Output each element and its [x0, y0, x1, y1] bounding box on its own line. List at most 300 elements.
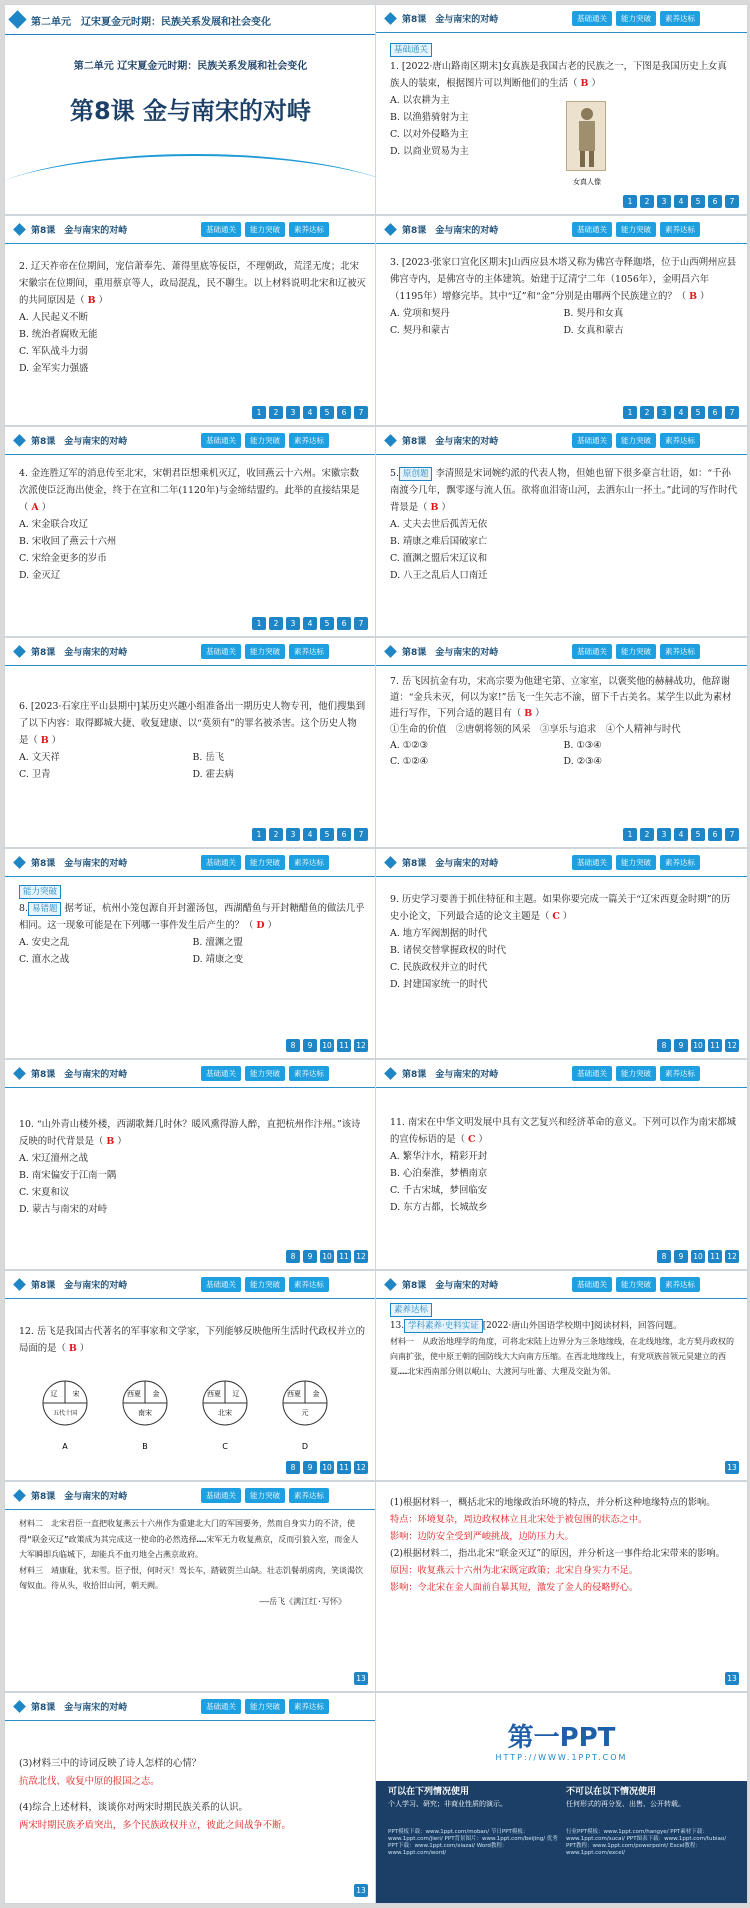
nav-ability-button[interactable]: 能力突破: [245, 1699, 285, 1714]
slide-header: [376, 5, 747, 33]
page-2[interactable]: 2: [640, 828, 654, 841]
material-1: 材料一 从政治地理学的角度，可将北宋陆上边界分为三条地缘线，在北线地缘，北方契丹政权的向南扩张，使中原王朝的国防线大大向南方压缩。在西北地缘线上，有党项族首领元昊建立的西夏……北宋西南部分则以岷山、大渡河与吐蕃、大理及交趾为邻。: [390, 1337, 734, 1376]
nav-literacy-button[interactable]: 素养达标: [660, 11, 700, 26]
page-3[interactable]: 3: [657, 828, 671, 841]
diamond-icon: [13, 1489, 26, 1502]
pager: [252, 617, 368, 630]
option-d[interactable]: D. 东方古都，长城故乡: [390, 1202, 488, 1213]
question-text: 6. [2023·石家庄平山县期中]某历史兴趣小组准备出一期历史人物专刊，他们搜集到了以下内容：取得郾城大捷、收复建康、以“莫须有”的罪名被杀害。这个历史人物是（: [19, 701, 366, 746]
question-text: 7. 岳飞因抗金有功，宋高宗要为他建宅第、立家室，以褒奖他的赫赫战功，他辞谢道：“金兵未灭，何以为家!”岳飞一生矢志不渝，留下千古美名。某学生以此为素材进行写作，下列合适的题目有（: [390, 676, 732, 719]
option-b[interactable]: B. 统治者腐败无能: [19, 329, 98, 340]
option-c[interactable]: C. 卫青: [19, 769, 51, 780]
question-text: 李清照是宋词婉约派的代表人物，但她也留下很多豪言壮语，如：“千孙南渡今几年，飘零逐与流人伍。欲将血泪寄山河，去洒东山一抔土。”此词的写作时代背景是（: [390, 468, 737, 513]
cannot-use-text: 任何形式的再分发、出售、公开转载。: [566, 1800, 685, 1808]
slide-q13-answers[interactable]: [375, 1481, 748, 1692]
page-9[interactable]: 9: [303, 1461, 317, 1474]
region-label: 元: [301, 1409, 309, 1417]
answer: B: [689, 291, 698, 302]
pager: [252, 406, 368, 419]
option-a[interactable]: A. 党项和契丹: [390, 308, 450, 319]
question-text: 3. [2023·张家口宣化区期末]山西应县木塔又称为佛宫寺释迦塔，位于山西朔州应县佛宫寺内，是佛宫寺的主体建筑。始建于辽清宁二年（1056年），金明昌六年（1195年）增修完毕。其中“辽”和“金”分别是由哪两个民族建立的？（: [390, 257, 737, 302]
slide-header: [5, 1271, 376, 1299]
slide-q3[interactable]: [375, 215, 748, 426]
option-d[interactable]: D. 女真和蒙古: [563, 325, 624, 336]
option-b[interactable]: B. 澶渊之盟: [192, 937, 243, 948]
slide-q2[interactable]: [4, 215, 377, 426]
page-12[interactable]: 12: [354, 1250, 368, 1263]
diamond-icon: [13, 434, 26, 447]
option-a[interactable]: A. 以农耕为主: [390, 95, 450, 106]
slide-header: [376, 638, 747, 666]
question-text: 2. 辽天祚帝在位期间，宠信萧奉先、萧得里底等佞臣，不理朝政，荒淫无度；北宋宋徽宗在位期间，重用蔡京等人，政局混乱，民不聊生。以上材料说明北宋和辽被灭的共同原因是（: [19, 261, 366, 306]
lesson-title: 第8课 金与南宋的对峙: [31, 226, 128, 236]
slide-header: [376, 1271, 747, 1299]
slide-q13-materials[interactable]: [4, 1481, 377, 1692]
slide-q11[interactable]: [375, 1059, 748, 1270]
page-4[interactable]: 4: [303, 406, 317, 419]
page-10[interactable]: 10: [320, 1250, 334, 1263]
option-d[interactable]: D. 蒙古与南宋的对峙: [19, 1204, 108, 1215]
page-1[interactable]: 1: [252, 406, 266, 419]
region-label: 南宋: [138, 1409, 152, 1417]
image-caption: 女真人像: [573, 178, 601, 186]
page-3[interactable]: 3: [286, 617, 300, 630]
paren: ）: [95, 295, 108, 306]
page-13[interactable]: 13: [354, 1672, 368, 1685]
nav-ability-button[interactable]: 能力突破: [245, 644, 285, 659]
answer: B: [87, 295, 96, 306]
page-7[interactable]: 7: [725, 406, 739, 419]
region-label: 辽: [50, 1390, 58, 1398]
page-2[interactable]: 2: [269, 828, 283, 841]
page-8[interactable]: 8: [286, 1039, 300, 1052]
cannot-use-heading: 不可以在以下情况使用: [566, 1787, 657, 1797]
page-3[interactable]: 3: [286, 406, 300, 419]
page-1[interactable]: 1: [623, 406, 637, 419]
diamond-icon: [13, 645, 26, 658]
option-d[interactable]: D. 霍去病: [192, 769, 234, 780]
nav-basic-button[interactable]: 基础通关: [201, 855, 241, 870]
pager: [286, 1250, 368, 1263]
question-tag: 易错题: [28, 902, 62, 916]
paren: ）: [114, 1136, 127, 1147]
option-c[interactable]: C. 军队战斗力弱: [19, 346, 89, 357]
nav-ability-button[interactable]: 能力突破: [245, 222, 285, 237]
option-a[interactable]: A. 宋金联合攻辽: [19, 519, 88, 530]
page-6[interactable]: 6: [337, 617, 351, 630]
regime-diagrams[interactable]: [25, 1367, 365, 1457]
slide-q13-answers-2[interactable]: [4, 1692, 377, 1904]
answer-2a: 原因：收复燕云十六州为北宋既定政策；北宋自身实力不足。: [390, 1565, 639, 1576]
slide-q12[interactable]: [4, 1270, 377, 1481]
diagram-label-a: A: [62, 1442, 68, 1451]
page-11[interactable]: 11: [337, 1461, 351, 1474]
page-9[interactable]: 9: [674, 1039, 688, 1052]
lesson-title: 第8课 金与南宋的对峙: [31, 859, 128, 869]
paren: ）: [76, 1343, 90, 1354]
page-11[interactable]: 11: [337, 1039, 351, 1052]
slide-q6[interactable]: [4, 637, 377, 848]
page-2[interactable]: 2: [640, 195, 654, 208]
question-text: 1. [2022·唐山路南区期末]女真族是我国古老的民族之一，下图是我国历史上女真族人的装束，根据图片可以判断他们的生活（: [390, 61, 727, 89]
nav-ability-button[interactable]: 能力突破: [616, 433, 656, 448]
option-d[interactable]: D. ②③④: [563, 756, 602, 767]
page-1[interactable]: 1: [252, 617, 266, 630]
page-4[interactable]: 4: [674, 406, 688, 419]
option-d[interactable]: D. 封建国家统一的时代: [390, 979, 488, 990]
page-5[interactable]: 5: [320, 406, 334, 419]
slide-q5[interactable]: [375, 426, 748, 637]
option-c[interactable]: C. 以对外侵略为主: [390, 129, 469, 140]
pager: [354, 1672, 368, 1685]
pager: [286, 1039, 368, 1052]
option-c[interactable]: C. 契丹和蒙古: [390, 325, 450, 336]
paren: ）: [697, 291, 710, 302]
page-6[interactable]: 6: [337, 828, 351, 841]
nav-ability-button[interactable]: 能力突破: [616, 1066, 656, 1081]
nav-basic-button[interactable]: 基础通关: [201, 1699, 241, 1714]
nav-ability-button[interactable]: 能力突破: [616, 1277, 656, 1292]
nav-ability-button[interactable]: 能力突破: [245, 855, 285, 870]
option-d[interactable]: D. 八王之乱后人口南迁: [390, 570, 488, 581]
lesson-title: 第8课 金与南宋的对峙: [31, 1281, 128, 1291]
slide-end[interactable]: [375, 1692, 748, 1904]
answer-4: 两宋时期民族矛盾突出，多个民族政权并立，彼此之间战争不断。: [19, 1820, 291, 1831]
nav-literacy-button[interactable]: 素养达标: [289, 644, 329, 659]
diamond-icon: [384, 223, 397, 236]
paren: ）: [264, 920, 277, 931]
page-11[interactable]: 11: [708, 1039, 722, 1052]
option-c[interactable]: C. 澶水之战: [19, 954, 70, 965]
answer-2b: 影响：令北宋在金人面前自暴其短，激发了金人的侵略野心。: [390, 1582, 639, 1593]
nav-ability-button[interactable]: 能力突破: [245, 433, 285, 448]
region-label: 宋: [72, 1390, 80, 1398]
can-use-text: 个人学习、研究；非商业性质的演示。: [388, 1800, 507, 1808]
nav-literacy-button[interactable]: 素养达标: [289, 855, 329, 870]
question-tag: 原创题: [399, 467, 433, 481]
page-11[interactable]: 11: [708, 1250, 722, 1263]
nav-literacy-button[interactable]: 素养达标: [289, 1066, 329, 1081]
page-6[interactable]: 6: [708, 828, 722, 841]
material-2: 材料二 北宋君臣一直把收复燕云十六州作为重建北大门的军国要务，然而自身实力的不济，使得“联金灭辽”政策成为其完成这一使命的必然选择……宋军无力收复燕京，反而引狼入室，而金人大军瞬即兵临城下，却能兵不血刃地全占燕京故府。: [19, 1519, 359, 1559]
slide-header: [5, 216, 376, 244]
answer: C: [552, 911, 560, 922]
nav-ability-button[interactable]: 能力突破: [245, 1488, 285, 1503]
answer-3: 抗敌北伐、收复中原的报国之志。: [19, 1776, 160, 1787]
pager: [354, 1884, 368, 1897]
sub-question-3: (3)材料三中的诗词反映了诗人怎样的心情？: [19, 1758, 202, 1769]
answer: B: [106, 1136, 115, 1147]
option-a[interactable]: A. ①②③: [390, 740, 428, 751]
page-title: 第8课 金与南宋的对峙: [69, 97, 312, 125]
page-8[interactable]: 8: [286, 1250, 300, 1263]
answer: C: [467, 1134, 476, 1145]
unit-label: 第二单元 辽宋夏金元时期：民族关系发展和社会变化: [31, 17, 271, 28]
option-a[interactable]: A. 文天祥: [19, 752, 60, 763]
page-10[interactable]: 10: [320, 1039, 334, 1052]
option-b[interactable]: B. 以渔猎骑射为主: [390, 112, 469, 123]
nav-basic-button[interactable]: 基础通关: [201, 1277, 241, 1292]
lesson-title: 第8课 金与南宋的对峙: [31, 1703, 128, 1713]
option-b[interactable]: B. 宋收回了燕云十六州: [19, 536, 117, 547]
page-2[interactable]: 2: [640, 406, 654, 419]
pager: [623, 195, 739, 208]
nav-basic-button[interactable]: 基础通关: [572, 1277, 612, 1292]
page-5[interactable]: 5: [691, 828, 705, 841]
nav-literacy-button[interactable]: 素养达标: [660, 433, 700, 448]
answer: B: [580, 78, 589, 89]
page-7[interactable]: 7: [354, 406, 368, 419]
paren: ）: [38, 502, 51, 513]
nav-literacy-button[interactable]: 素养达标: [289, 222, 329, 237]
page-10[interactable]: 10: [691, 1250, 705, 1263]
diamond-icon: [13, 1067, 26, 1080]
page-5[interactable]: 5: [320, 617, 334, 630]
can-use-heading: 可以在下列情况使用: [388, 1787, 470, 1797]
page-4[interactable]: 4: [674, 195, 688, 208]
page-8[interactable]: 8: [657, 1250, 671, 1263]
option-b[interactable]: B. 南宋偏安于江南一隅: [19, 1170, 117, 1181]
slide-q1[interactable]: [375, 4, 748, 215]
option-c[interactable]: C. 千古宋城，梦回临安: [390, 1185, 488, 1196]
diagram-label-c: C: [222, 1442, 228, 1451]
diagram-label-b: B: [142, 1442, 148, 1451]
pager: [623, 828, 739, 841]
option-a[interactable]: A. 丈夫去世后孤苦无依: [390, 519, 488, 530]
option-a[interactable]: A. 地方军阀割据的时代: [390, 928, 488, 939]
page-6[interactable]: 6: [708, 406, 722, 419]
option-b[interactable]: B. 心泊秦淮，梦栖南京: [390, 1168, 488, 1179]
lesson-title: 第8课 金与南宋的对峙: [402, 859, 499, 869]
nav-basic-button[interactable]: 基础通关: [201, 1066, 241, 1081]
nav-basic-button[interactable]: 基础通关: [572, 644, 612, 659]
diamond-icon: [384, 434, 397, 447]
slide-q10[interactable]: [4, 1059, 377, 1270]
pager: [725, 1461, 739, 1474]
slide-header: [5, 1693, 376, 1721]
nav-basic-button[interactable]: 基础通关: [201, 644, 241, 659]
lesson-title: 第8课 金与南宋的对峙: [31, 648, 128, 658]
material-3: 材料三 靖康耻，犹未雪。臣子恨，何时灭！驾长车，踏破贺兰山缺。壮志饥餐胡虏肉，笑谈渴饮匈奴血。待从头，收拾旧山河，朝天阙。: [19, 1565, 363, 1590]
page-1[interactable]: 1: [623, 195, 637, 208]
page-5[interactable]: 5: [320, 828, 334, 841]
option-c[interactable]: C. 民族政权并立的时代: [390, 962, 488, 973]
page-6[interactable]: 6: [337, 406, 351, 419]
brand-url[interactable]: HTTP://WWW.1PPT.COM: [495, 1753, 628, 1762]
option-a[interactable]: A. 宋辽澶州之战: [19, 1153, 88, 1164]
pager: [657, 1250, 739, 1263]
nav-literacy-button[interactable]: 素养达标: [289, 1488, 329, 1503]
option-c[interactable]: C. 澶渊之盟后宋辽议和: [390, 553, 488, 564]
page-10[interactable]: 10: [691, 1039, 705, 1052]
nav-basic-button[interactable]: 基础通关: [201, 1488, 241, 1503]
page-1[interactable]: 1: [623, 828, 637, 841]
paren: ）: [48, 735, 62, 746]
slide-q9[interactable]: [375, 848, 748, 1059]
option-b[interactable]: B. 诸侯交替掌握政权的时代: [390, 945, 506, 956]
nav-literacy-button[interactable]: 素养达标: [660, 1277, 700, 1292]
unit-bar: [5, 5, 376, 35]
page-9[interactable]: 9: [303, 1250, 317, 1263]
nav-basic-button[interactable]: 基础通关: [572, 433, 612, 448]
diamond-icon: [384, 1067, 397, 1080]
page-7[interactable]: 7: [725, 828, 739, 841]
region-label: 辽: [232, 1390, 240, 1398]
slide-q4[interactable]: [4, 426, 377, 637]
page-4[interactable]: 4: [674, 828, 688, 841]
question-text: 10. “山外青山楼外楼，西湖歌舞几时休？暖风熏得游人醉，直把杭州作汴州。”该诗反映的时代背景是（: [19, 1119, 361, 1147]
option-c[interactable]: C. ①②④: [390, 756, 429, 767]
nav-basic-button[interactable]: 基础通关: [572, 222, 612, 237]
lesson-title: 第8课 金与南宋的对峙: [402, 15, 499, 25]
slide-q7[interactable]: [375, 637, 748, 848]
nav-literacy-button[interactable]: 素养达标: [289, 1277, 329, 1292]
option-c[interactable]: C. 宋夏和议: [19, 1187, 70, 1198]
diamond-icon: [13, 1700, 26, 1713]
nav-literacy-button[interactable]: 素养达标: [289, 433, 329, 448]
brand-logo: 第一PPT: [507, 1723, 616, 1753]
page-13[interactable]: 13: [725, 1672, 739, 1685]
nav-literacy-button[interactable]: 素养达标: [660, 644, 700, 659]
diagram-a[interactable]: [43, 1381, 87, 1451]
nav-basic-button[interactable]: 基础通关: [572, 11, 612, 26]
page-12[interactable]: 12: [725, 1039, 739, 1052]
page-3[interactable]: 3: [657, 406, 671, 419]
pager: [252, 828, 368, 841]
nav-literacy-button[interactable]: 素养达标: [660, 222, 700, 237]
option-b[interactable]: B. 契丹和女真: [563, 308, 624, 319]
page-3[interactable]: 3: [286, 828, 300, 841]
section-tag: 基础通关: [390, 43, 432, 57]
slide-q13[interactable]: [375, 1270, 748, 1481]
lesson-title: 第8课 金与南宋的对峙: [31, 1492, 128, 1502]
page-13[interactable]: 13: [354, 1884, 368, 1897]
option-d[interactable]: D. 金军实力强盛: [19, 363, 89, 374]
nav-ability-button[interactable]: 能力突破: [616, 855, 656, 870]
material-source: ——岳飞《满江红·写怀》: [259, 1596, 346, 1606]
region-label: 金: [312, 1390, 320, 1398]
paren: ）: [588, 78, 601, 89]
page-5[interactable]: 5: [691, 406, 705, 419]
diamond-icon: [384, 1278, 397, 1291]
page-7[interactable]: 7: [354, 617, 368, 630]
option-d[interactable]: D. 靖康之变: [192, 954, 244, 965]
answer: B: [524, 708, 533, 719]
usage-panel: [376, 1781, 747, 1903]
page-4[interactable]: 4: [303, 828, 317, 841]
answer: B: [430, 502, 439, 513]
nav-basic-button[interactable]: 基础通关: [572, 1066, 612, 1081]
nav-literacy-button[interactable]: 素养达标: [660, 855, 700, 870]
answer-1b: 影响：边防安全受到严峻挑战，边防压力大。: [390, 1531, 574, 1542]
question-text: 12. 岳飞是我国古代著名的军事家和文学家，下列能够反映他所生活时代政权并立的局面的是（: [19, 1326, 366, 1354]
answer: B: [40, 735, 49, 746]
region-label: 北宋: [218, 1409, 232, 1417]
nav-basic-button[interactable]: 基础通关: [572, 855, 612, 870]
nav-literacy-button[interactable]: 素养达标: [289, 1699, 329, 1714]
diamond-icon: [13, 223, 26, 236]
page-12[interactable]: 12: [725, 1250, 739, 1263]
page-12[interactable]: 12: [354, 1039, 368, 1052]
option-d[interactable]: D. 以商业贸易为主: [390, 146, 469, 157]
page-1[interactable]: 1: [252, 828, 266, 841]
sub-question-1: (1)根据材料一，概括北宋的地缘政治环境的特点，并分析这种地缘特点的影响。: [390, 1497, 716, 1508]
page-6[interactable]: 6: [708, 195, 722, 208]
nav-literacy-button[interactable]: 素养达标: [660, 1066, 700, 1081]
nav-ability-button[interactable]: 能力突破: [245, 1066, 285, 1081]
page-7[interactable]: 7: [354, 828, 368, 841]
page-2[interactable]: 2: [269, 617, 283, 630]
page-11[interactable]: 11: [337, 1250, 351, 1263]
diagram-c[interactable]: [203, 1381, 247, 1451]
link-list-left[interactable]: PPT模板下载：www.1ppt.com/moban/ 节日PPT模板：www.1ppt.com/jieri/ PPT背景图片：www.1ppt.com/beijing/ 优秀PPT下载：www.1ppt.com/xiazai/ Word教程：www.1ppt.com/word/: [388, 1829, 558, 1856]
diagram-b[interactable]: [123, 1381, 167, 1451]
page-3[interactable]: 3: [657, 195, 671, 208]
option-b[interactable]: B. 靖康之难后国破家亡: [390, 536, 488, 547]
page-9[interactable]: 9: [674, 1250, 688, 1263]
option-c[interactable]: C. 宋给金更多的岁币: [19, 553, 107, 564]
question-text: 9. 历史学习要善于抓住特征和主题。如果你要完成一篇关于“辽宋西夏金时期”的历史小论文，下列最合适的论文主题是（: [390, 894, 731, 922]
lesson-title: 第8课 金与南宋的对峙: [402, 1281, 499, 1291]
nav-ability-button[interactable]: 能力突破: [616, 644, 656, 659]
diagram-d[interactable]: [283, 1381, 327, 1451]
paren: ）: [438, 502, 451, 513]
region-label: 西夏: [287, 1390, 301, 1398]
page-2[interactable]: 2: [269, 406, 283, 419]
page-7[interactable]: 7: [725, 195, 739, 208]
pager: [657, 1039, 739, 1052]
nav-ability-button[interactable]: 能力突破: [616, 222, 656, 237]
slide-header: [5, 1060, 376, 1088]
option-b[interactable]: B. 岳飞: [192, 752, 225, 763]
option-a[interactable]: A. 安史之乱: [19, 937, 70, 948]
option-a[interactable]: A. 繁华汴水，精彩开封: [390, 1151, 488, 1162]
figure-icon: [567, 102, 607, 172]
page-5[interactable]: 5: [691, 195, 705, 208]
slide-title[interactable]: [4, 4, 377, 215]
page-8[interactable]: 8: [657, 1039, 671, 1052]
page-4[interactable]: 4: [303, 617, 317, 630]
page-9[interactable]: 9: [303, 1039, 317, 1052]
option-a[interactable]: A. 人民起义不断: [19, 312, 88, 323]
slide-header: [5, 1482, 376, 1510]
nav-basic-button[interactable]: 基础通关: [201, 433, 241, 448]
question-text: 据考证，杭州小笼包源自开封灌汤包，西湖醋鱼与开封糖醋鱼的做法几乎相同。这一现象可能是在下列哪一事件发生后产生的？（: [19, 903, 365, 931]
jurchen-figure-image: [566, 101, 606, 171]
region-label: 五代十国: [52, 1410, 78, 1417]
lesson-title: 第8课 金与南宋的对峙: [31, 1070, 128, 1080]
answer: D: [256, 920, 265, 931]
region-label: 金: [152, 1390, 160, 1398]
page-8[interactable]: 8: [286, 1461, 300, 1474]
diagram-label-d: D: [301, 1442, 309, 1451]
nav-ability-button[interactable]: 能力突破: [245, 1277, 285, 1292]
question-number: 8.: [19, 903, 28, 914]
lesson-title: 第8课 金与南宋的对峙: [31, 437, 128, 447]
page-12[interactable]: 12: [354, 1461, 368, 1474]
page-10[interactable]: 10: [320, 1461, 334, 1474]
nav-ability-button[interactable]: 能力突破: [616, 11, 656, 26]
nav-basic-button[interactable]: 基础通关: [201, 222, 241, 237]
option-d[interactable]: D. 金灭辽: [19, 570, 61, 581]
link-list-right[interactable]: 行业PPT模板：www.1ppt.com/hangye/ PPT素材下载：www.1ppt.com/sucai/ PPT图表下载：www.1ppt.com/tubiao/ PPT教程：www.1ppt.com/powerpoint/ Excel教程：www.1ppt.com/excel/: [566, 1829, 727, 1856]
region-label: 西夏: [127, 1390, 141, 1398]
page-13[interactable]: 13: [725, 1461, 739, 1474]
question-number: 5.: [390, 468, 399, 479]
slide-header: [5, 638, 376, 666]
slide-q8[interactable]: [4, 848, 377, 1059]
option-b[interactable]: B. ①③④: [563, 740, 602, 751]
